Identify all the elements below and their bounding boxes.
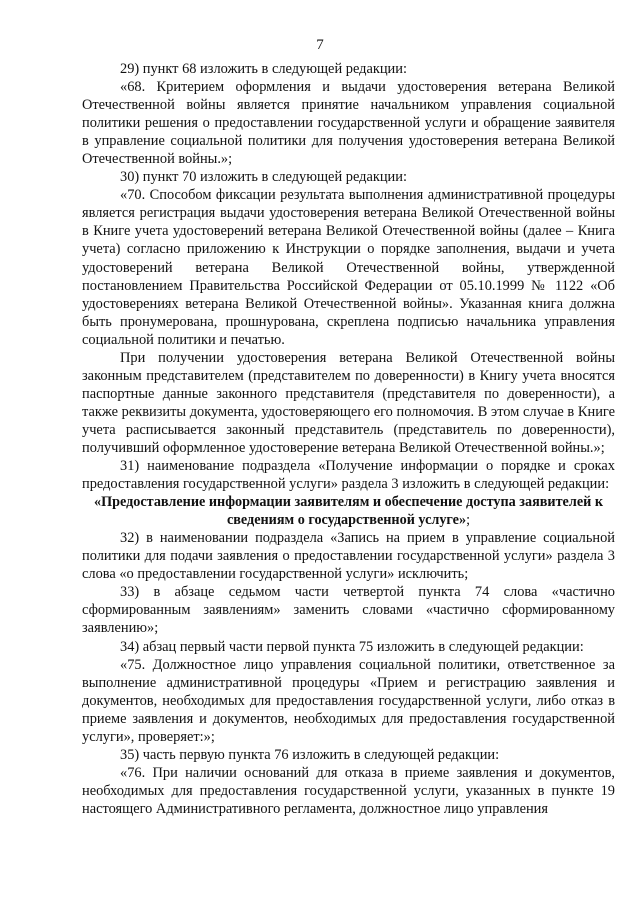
paragraph-76-text: «76. При наличии оснований для отказа в приеме заявления и документов, необходимых для предоставления государственной услуги, указанных в пункте 19 настоящего Административного регламента, должностное лицо управления — [82, 764, 615, 817]
document-body — [82, 60, 615, 818]
paragraph-35: 35) часть первую пункта 76 изложить в следующей редакции: — [120, 746, 500, 763]
paragraph-68-text: «68. Критерием оформления и выдачи удостоверения ветерана Великой Отечественной войны является принятие начальником управления социальной политики решения о предоставлении государственной услуги и обращение заявителя в управление социальной политики для получения удостоверения ветерана Великой Отечественной войны.»; — [82, 79, 615, 168]
paragraph-75-text: «75. Должностное лицо управления социальной политики, ответственное за выполнение административной процедуры «Прием и регистрацию заявления и документов, необходимых для предоставления государственной услуги, либо отказ в приеме заявления и документов, необходимых для предоставления государственной услуги», проверяет:»; — [82, 656, 615, 745]
page-number: 7 — [316, 37, 324, 53]
paragraph-30: 30) пункт 70 изложить в следующей редакции: — [120, 169, 407, 186]
subsection-heading-tail: ; — [466, 512, 471, 529]
paragraph-70-representative: При получении удостоверения ветерана Великой Отечественной войны законным представителем (представителем по доверенности) в Книгу учета вносятся паспортные данные законного представителя (представителя по доверенности), а также реквизиты документа, удостоверяющего его полномочия. В этом случае в Книге учета расписывается законный представитель (представитель по доверенности), получивший оформленное удостоверение ветерана Великой Отечественной войны.»; — [82, 349, 615, 456]
subsection-heading-title: «Предоставление информации заявителям и обеспечение доступа заявителей к сведениям о государственной услуге» — [93, 494, 604, 529]
paragraph-32: 32) в наименовании подраздела «Запись на прием в управление социальной политики для подачи заявления о предоставлении государственной услуги» раздела 3 слова «о предоставлении государственной услуги» исключить; — [82, 530, 615, 583]
paragraph-70-text: «70. Способом фиксации результата выполнения административной процедуры является регистрация выдачи удостоверения ветерана Великой Отечественной войны в Книге учета удостоверений ветерана Великой Отечественной войны (далее – Книга учета) согласно приложению к Инструкции о порядке заполнения, выдачи и учета удостоверений ветерана Великой Отечественной войны, утвержденной постановлением Правительства Российской Федерации от 05.10.1999 № 1122 «Об удостоверениях ветерана Великой Отечественной войны». Указанная книга должна быть пронумерована, прошнурована, скреплена подписью начальника управления социальной политики и печатью. — [82, 187, 615, 348]
paragraph-33: 33) в абзаце седьмом части четвертой пункта 74 слова «частично сформированным заявлениям» заменить словами «частично сформированному заявлению»; — [82, 584, 615, 637]
paragraph-29: 29) пункт 68 изложить в следующей редакции: — [120, 61, 407, 77]
paragraph-31: 31) наименование подраздела «Получение информации о порядке и сроках предоставления государственной услуги» раздела 3 изложить в следующей редакции: — [82, 458, 615, 493]
paragraph-34: 34) абзац первый части первой пункта 75 изложить в следующей редакции: — [120, 638, 584, 655]
subsection-heading — [82, 493, 615, 529]
